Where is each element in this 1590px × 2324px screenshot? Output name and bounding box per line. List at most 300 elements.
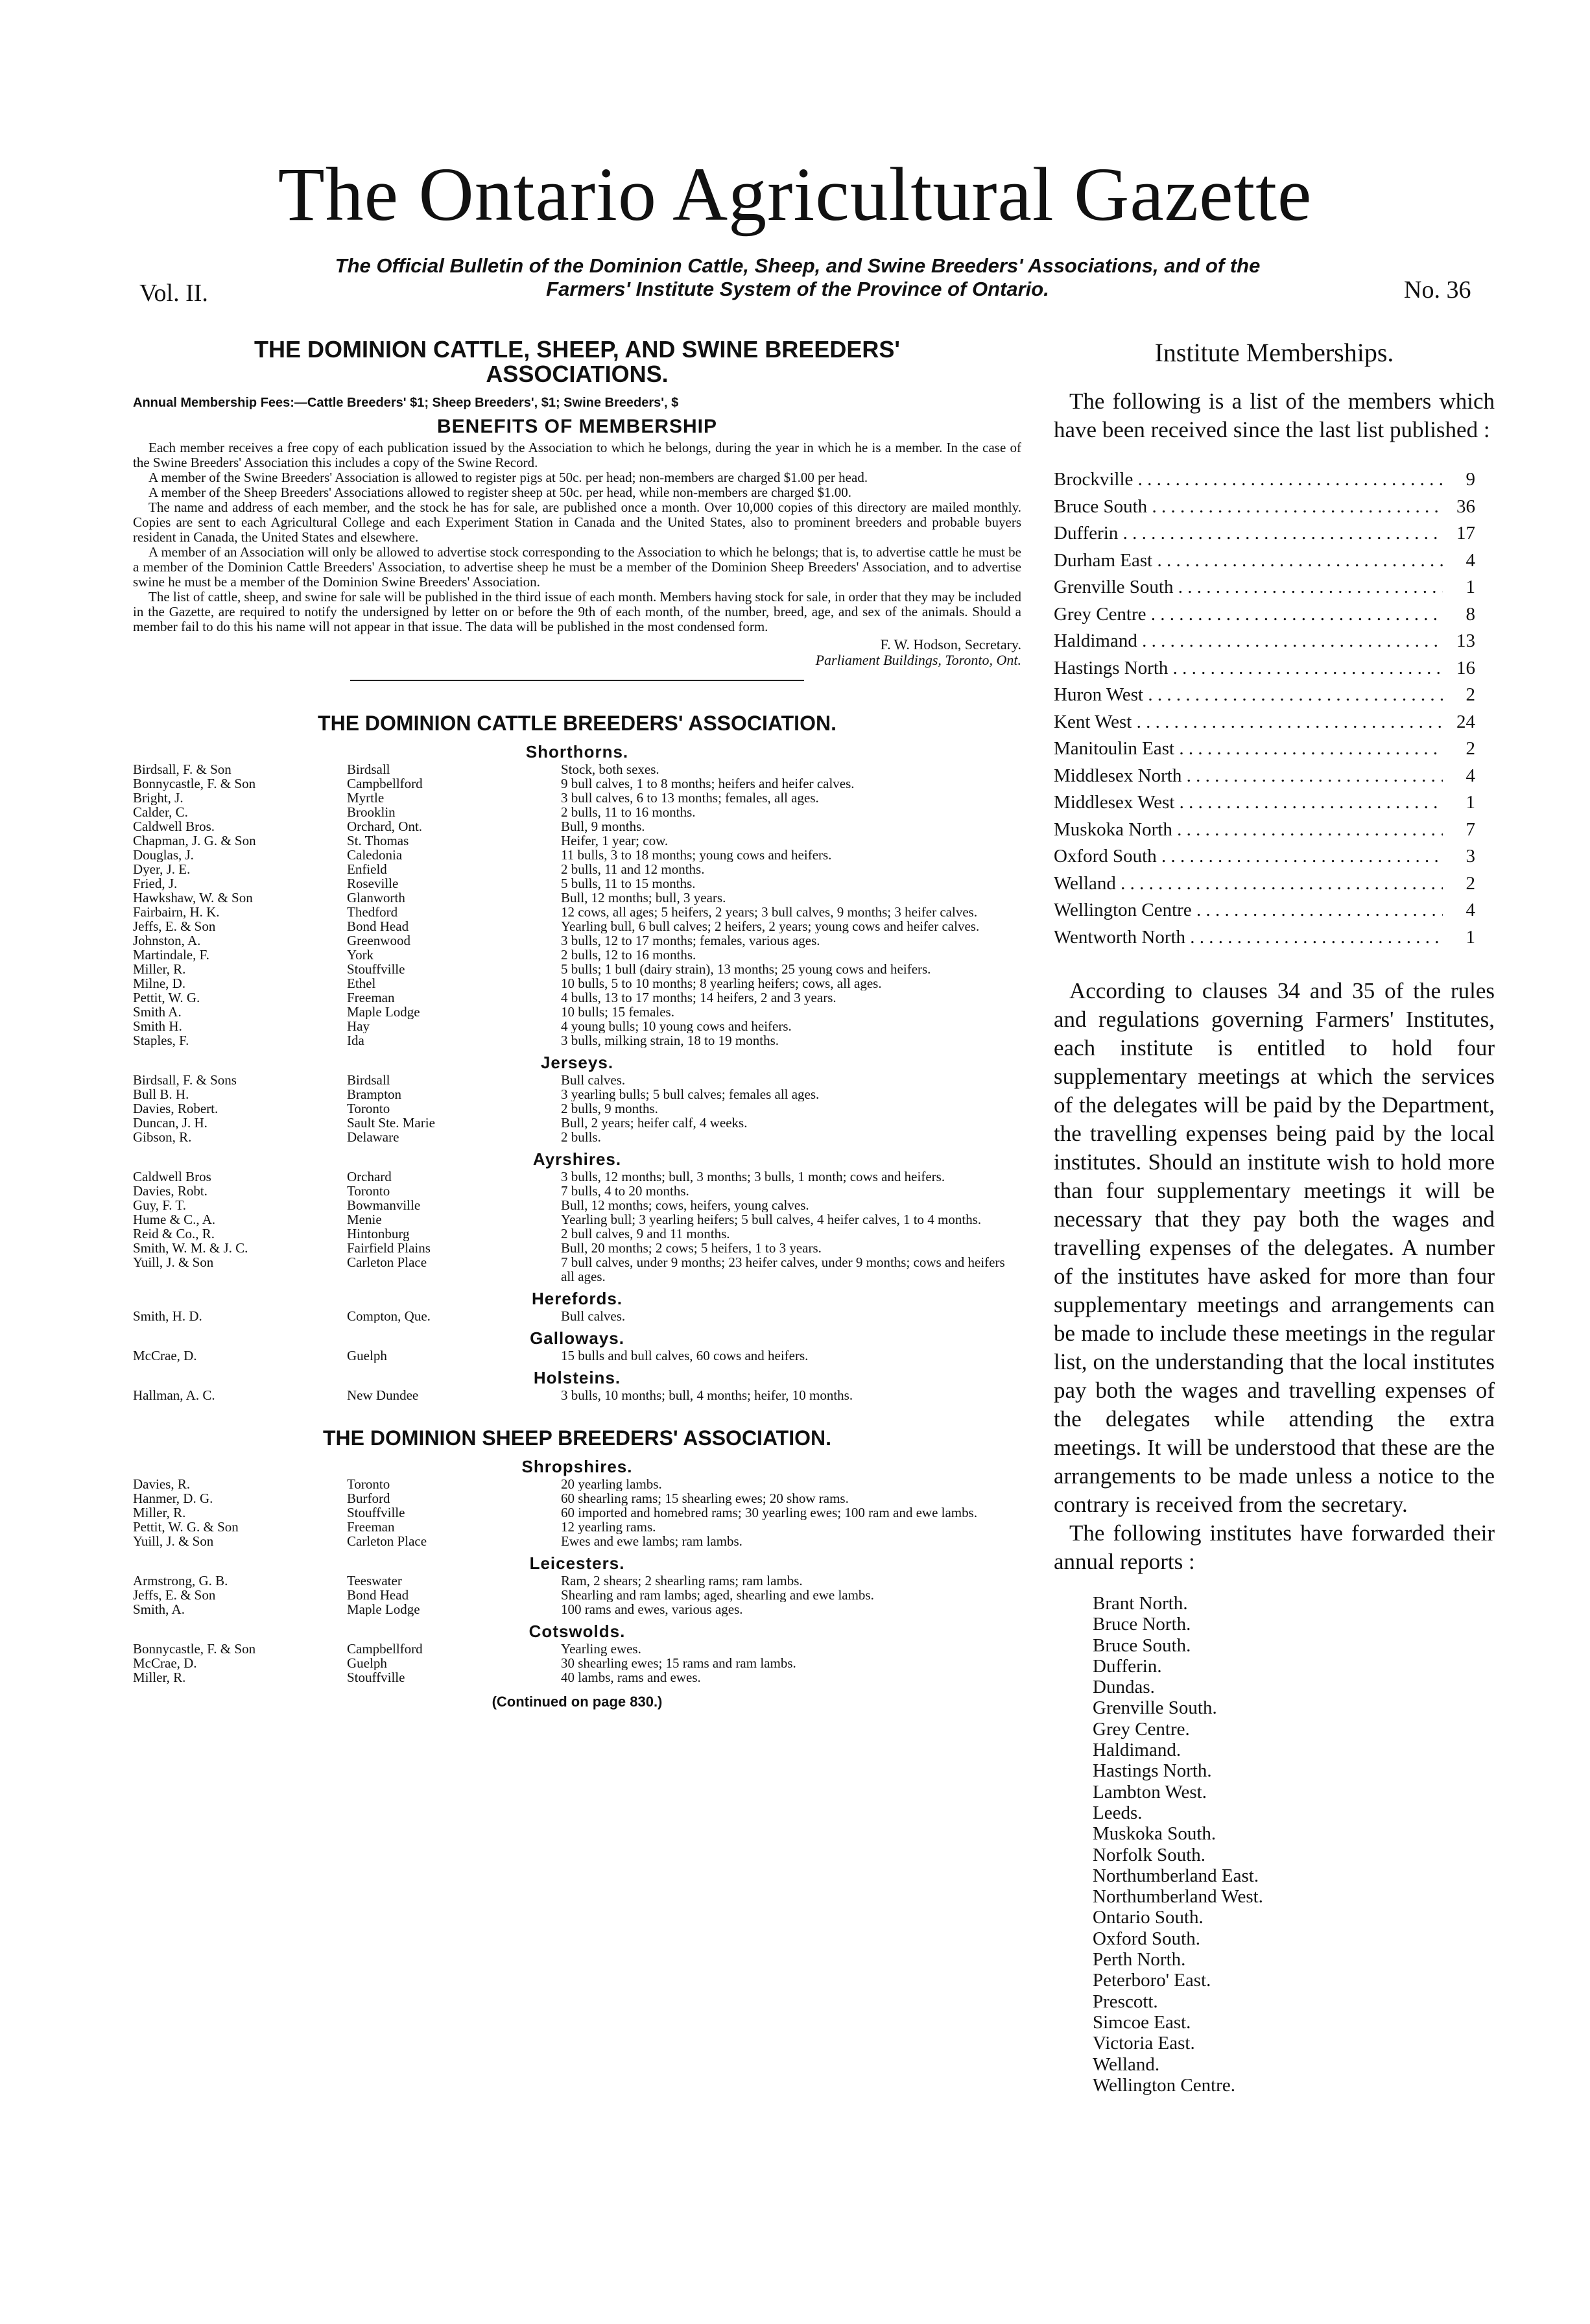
list-item	[1054, 655, 1475, 682]
institute-name: Manitoulin East . . .	[1054, 736, 1443, 763]
list-item: Lambton West.	[1093, 1781, 1207, 1803]
list-item: Simcoe East.	[1093, 2011, 1191, 2033]
list-item: Northumberland West.	[1093, 1886, 1263, 1908]
subtitle-line-1: The Official Bulletin of the Dominion Cattle, Sheep, and Swine Breeders' Associations, and of the	[335, 254, 1261, 277]
stock-description: Heifer, 1 year; cow.	[561, 833, 669, 848]
table-row	[133, 919, 1021, 933]
breed-table	[133, 1388, 1021, 1402]
table-row	[133, 819, 1021, 833]
table-row	[133, 1255, 1021, 1284]
stock-description: 5 bulls; 1 bull (dairy strain), 13 months; 25 young cows and heifers.	[561, 962, 931, 976]
stock-description: 4 bulls, 13 to 17 months; 14 heifers, 2 and 3 years.	[561, 990, 837, 1005]
breeder-name: Hanmer, D. G.	[133, 1491, 213, 1505]
institute-name: Wellington Centre . . .	[1054, 897, 1443, 924]
breeder-name: Davies, Robert.	[133, 1101, 219, 1116]
breeder-name: McCrae, D.	[133, 1348, 197, 1363]
reports-intro: The following institutes have forwarded their annual reports :	[1054, 1520, 1495, 1574]
breeder-name: Reid & Co., R.	[133, 1227, 215, 1241]
clauses-paragraph: According to clauses 34 and 35 of the rules and regulations governing Farmers' Institutes, each institute is entitled to hold four supplementary meetings at which the services of the delegates will be paid by the Department, the travelling expenses being paid by the local institutes. Should an institute wish to hold more than four supplementary meetings it will be necessary that they pay both the wages and travelling expenses of the delegates. A number of the institutes have asked for more than four supplementary meetings and arrangements can be made to include these meetings in the regular list, on the understanding that the local institutes pay both the wages and travelling expenses of the delegates while attending the extra meetings. It will be understood that these are the arrangements to be made unless a notice to the contrary is received from the secretary.	[1054, 978, 1495, 1517]
table-row	[133, 1642, 1021, 1656]
breeder-location: Burford	[347, 1491, 390, 1505]
list-item: Leeds.	[1093, 1802, 1143, 1823]
gazette-title: The Ontario Agricultural Gazette	[278, 152, 1312, 237]
stock-description: Bull, 12 months; bull, 3 years.	[561, 891, 726, 905]
cattle-listings	[133, 742, 1021, 1402]
institute-name: Oxford South . . .	[1054, 843, 1443, 870]
institute-name: Middlesex North . . .	[1054, 763, 1443, 790]
table-row	[133, 1588, 1021, 1602]
breeder-location: Birdsall	[347, 1073, 390, 1087]
stock-description: 3 bull calves, 6 to 13 months; females, all ages.	[561, 791, 819, 805]
member-count: 1	[1465, 577, 1475, 597]
breed-heading: Jerseys.	[540, 1053, 614, 1072]
masthead-subtitle	[246, 254, 1349, 301]
breeder-location: Freeman	[347, 990, 395, 1005]
list-item: Prescott.	[1093, 1991, 1158, 2012]
breeder-location: Brampton	[347, 1087, 401, 1101]
breeder-name: Davies, R.	[133, 1477, 191, 1491]
stock-description: 3 bulls, milking strain, 18 to 19 months.	[561, 1033, 779, 1048]
table-row	[133, 1169, 1021, 1184]
breeder-location: Hintonburg	[347, 1227, 410, 1241]
breeder-name: Staples, F.	[133, 1033, 189, 1048]
list-item: Brant North.	[1093, 1593, 1188, 1614]
list-item	[1054, 924, 1475, 952]
list-item: Bruce South.	[1093, 1635, 1191, 1656]
breeder-name: Duncan, J. H.	[133, 1116, 208, 1130]
stock-description: 3 bulls, 12 months; bull, 3 months; 3 bulls, 1 month; cows and heifers.	[561, 1169, 945, 1184]
breeder-location: Bowmanville	[347, 1198, 421, 1212]
stock-description: 30 shearling ewes; 15 rams and ram lambs.	[561, 1656, 796, 1670]
breeder-name: Miller, R.	[133, 1505, 186, 1520]
breed-table	[133, 1169, 1021, 1284]
list-item: Norfolk South.	[1093, 1844, 1205, 1865]
table-row	[133, 791, 1021, 805]
institute-name: Huron West . . .	[1054, 682, 1443, 709]
institute-name: Grenville South . . .	[1054, 574, 1443, 601]
list-item: Victoria East.	[1093, 2033, 1195, 2054]
list-item	[1054, 736, 1475, 763]
cattle-heading: THE DOMINION CATTLE BREEDERS' ASSOCIATION.	[318, 712, 837, 735]
secretary-signature: F. W. Hodson, Secretary.	[880, 636, 1021, 653]
breeder-location: Delaware	[347, 1130, 399, 1144]
breeder-location: Orchard	[347, 1169, 392, 1184]
stock-description: 15 bulls and bull calves, 60 cows and heifers.	[561, 1348, 809, 1363]
institute-name: Bruce South . . .	[1054, 494, 1443, 521]
breeder-location: Myrtle	[347, 791, 385, 805]
stock-description: 7 bull calves, under 9 months; 23 heifer calves, under 9 months; cows and heifers all ages.	[561, 1255, 1005, 1284]
secretary-address: Parliament Buildings, Toronto, Ont.	[815, 652, 1021, 668]
volume-label: Vol. II.	[139, 280, 208, 307]
table-row	[133, 962, 1021, 976]
benefit-paragraph: A member of the Sheep Breeders' Associations allowed to register sheep at 50c. per head, while non-members are charged $1.00.	[148, 485, 851, 500]
breeder-name: Jeffs, E. & Son	[133, 919, 216, 933]
associations-heading	[133, 337, 1021, 387]
breeder-name: Smith, A.	[133, 1602, 185, 1616]
stock-description: 100 rams and ewes, various ages.	[561, 1602, 743, 1616]
breeder-name: McCrae, D.	[133, 1656, 197, 1670]
stock-description: 12 yearling rams.	[561, 1520, 656, 1534]
table-row	[133, 805, 1021, 819]
breeder-name: Birdsall, F. & Sons	[133, 1073, 237, 1087]
stock-description: Yearling bull, 6 bull calves; 2 heifers, 2 years; young cows and heifer calves.	[561, 919, 980, 933]
table-row	[133, 1241, 1021, 1255]
stock-description: 7 bulls, 4 to 20 months.	[561, 1184, 689, 1198]
table-row	[133, 1033, 1021, 1048]
table-row	[133, 776, 1021, 791]
institute-name: Hastings North . . .	[1054, 655, 1443, 682]
breed-heading: Galloways.	[530, 1328, 624, 1348]
list-item	[1054, 466, 1475, 494]
breeder-name: Smith, H. D.	[133, 1309, 202, 1323]
table-row	[133, 1520, 1021, 1534]
stock-description: Ewes and ewe lambs; ram lambs.	[561, 1534, 742, 1548]
breeder-name: Gibson, R.	[133, 1130, 192, 1144]
list-item: Oxford South.	[1093, 1928, 1200, 1949]
table-row	[133, 891, 1021, 905]
stock-description: Bull, 2 years; heifer calf, 4 weeks.	[561, 1116, 748, 1130]
stock-description: 3 bulls, 10 months; bull, 4 months; heifer, 10 months.	[561, 1388, 853, 1402]
breeder-name: Armstrong, G. B.	[133, 1574, 228, 1588]
institute-intro: The following is a list of the members which have been received since the last list published :	[1054, 389, 1495, 442]
breeder-location: Compton, Que.	[347, 1309, 431, 1323]
list-item: Grenville South.	[1093, 1697, 1217, 1719]
breeder-location: Stouffville	[347, 962, 405, 976]
member-count: 2	[1465, 872, 1475, 894]
member-count: 8	[1465, 603, 1475, 625]
table-row	[133, 1491, 1021, 1505]
table-row	[133, 1087, 1021, 1101]
member-count: 16	[1456, 657, 1475, 678]
breeder-name: Miller, R.	[133, 1670, 186, 1684]
stock-description: Bull, 12 months; cows, heifers, young calves.	[561, 1198, 809, 1212]
list-item: Northumberland East.	[1093, 1865, 1259, 1886]
breeder-location: York	[347, 948, 374, 962]
institute-name: Welland . . .	[1054, 870, 1443, 898]
member-count: 3	[1465, 846, 1475, 867]
stock-description: Shearling and ram lambs; aged, shearling and ewe lambs.	[561, 1588, 874, 1602]
table-row	[133, 833, 1021, 848]
breeder-location: Stouffville	[347, 1670, 405, 1684]
breeder-location: Toronto	[347, 1101, 390, 1116]
table-row	[133, 862, 1021, 876]
institute-name: Brockville . . .	[1054, 466, 1443, 494]
breeder-name: Calder, C.	[133, 805, 188, 819]
list-item	[1054, 789, 1475, 817]
sheep-heading: THE DOMINION SHEEP BREEDERS' ASSOCIATION.	[323, 1426, 831, 1450]
table-row	[133, 1198, 1021, 1212]
stock-description: 2 bulls, 11 to 16 months.	[561, 805, 696, 819]
breeder-location: Teeswater	[347, 1574, 402, 1588]
breeder-location: Greenwood	[347, 933, 410, 948]
breeder-name: Yuill, J. & Son	[133, 1255, 214, 1270]
breeder-location: Maple Lodge	[347, 1005, 420, 1019]
breeder-name: Hallman, A. C.	[133, 1388, 215, 1402]
member-count: 2	[1465, 738, 1475, 759]
member-count: 4	[1465, 549, 1475, 571]
list-item	[1054, 628, 1475, 655]
member-count: 24	[1456, 711, 1475, 732]
associations-heading-line-1: THE DOMINION CATTLE, SHEEP, AND SWINE BREEDERS'	[254, 336, 900, 363]
list-item: Dundas.	[1093, 1677, 1155, 1698]
breeder-name: Miller, R.	[133, 962, 186, 976]
benefit-paragraph: A member of the Swine Breeders' Association is allowed to register pigs at 50c. per head; non-members are charged $1.00 per head.	[148, 470, 868, 485]
institute-name: Dufferin . . .	[1054, 520, 1443, 547]
table-row	[133, 1005, 1021, 1019]
stock-description: 9 bull calves, 1 to 8 months; heifers and heifer calves.	[561, 776, 855, 791]
institute-name: Durham East . . .	[1054, 547, 1443, 575]
breeder-name: Johnston, A.	[133, 933, 201, 948]
table-row	[133, 1602, 1021, 1616]
breeder-name: Yuill, J. & Son	[133, 1534, 214, 1548]
institute-name: Grey Centre . . .	[1054, 601, 1443, 629]
list-item: Ontario South.	[1093, 1907, 1204, 1928]
breeder-name: Fairbairn, H. K.	[133, 905, 220, 919]
member-count: 2	[1465, 684, 1475, 705]
list-item: Welland.	[1093, 2054, 1160, 2075]
membership-fees: Annual Membership Fees:—Cattle Breeders' $1; Sheep Breeders', $1; Swine Breeders', $	[133, 396, 679, 410]
list-item	[1054, 897, 1475, 924]
table-row	[133, 1388, 1021, 1402]
breed-table	[133, 1073, 1021, 1144]
breeder-name: Bull B. H.	[133, 1087, 189, 1101]
breeder-location: Ida	[347, 1033, 364, 1048]
table-row	[133, 1212, 1021, 1227]
benefits-heading: BENEFITS OF MEMBERSHIP	[436, 416, 718, 437]
member-count: 9	[1465, 469, 1475, 490]
stock-description: 60 shearling rams; 15 shearling ewes; 20 show rams.	[561, 1491, 849, 1505]
table-row	[133, 1130, 1021, 1144]
list-item	[1054, 709, 1475, 736]
breeder-name: Smith, W. M. & J. C.	[133, 1241, 248, 1255]
institute-heading: Institute Memberships.	[1154, 338, 1394, 367]
breeder-name: Smith H.	[133, 1019, 182, 1033]
breed-heading: Shropshires.	[521, 1457, 633, 1476]
list-item	[1054, 601, 1475, 629]
reports-list	[1093, 1593, 1495, 2096]
member-count: 36	[1456, 496, 1475, 517]
list-item	[1054, 547, 1475, 575]
breeder-name: Bonnycastle, F. & Son	[133, 776, 256, 791]
table-row	[133, 848, 1021, 862]
table-row	[133, 948, 1021, 962]
list-item: Hastings North.	[1093, 1760, 1212, 1782]
breed-heading: Ayrshires.	[532, 1149, 622, 1169]
breeder-name: Chapman, J. G. & Son	[133, 833, 256, 848]
stock-description: 3 yearling bulls; 5 bull calves; females all ages.	[561, 1087, 820, 1101]
breeder-name: Pettit, W. G. & Son	[133, 1520, 239, 1534]
sheep-listings	[133, 1457, 1021, 1684]
breeder-name: Bonnycastle, F. & Son	[133, 1642, 256, 1656]
table-row	[133, 990, 1021, 1005]
stock-description: Bull, 9 months.	[561, 819, 645, 833]
breeder-name: Caldwell Bros.	[133, 819, 215, 833]
subtitle-line-2: Farmers' Institute System of the Province of Ontario.	[546, 278, 1049, 300]
breeder-location: Birdsall	[347, 762, 390, 776]
table-row	[133, 1073, 1021, 1087]
membership-list	[1054, 466, 1475, 951]
breed-heading: Leicesters.	[529, 1553, 625, 1573]
table-row	[133, 1670, 1021, 1684]
breeder-location: Campbellford	[347, 1642, 423, 1656]
breeder-location: Toronto	[347, 1184, 390, 1198]
benefit-paragraph: Each member receives a free copy of each publication issued by the Association to which he belongs, during the year in which he is a member. In the case of the Swine Breeders' Association this includes a copy of the Swine Record.	[133, 440, 1021, 470]
table-row	[133, 1184, 1021, 1198]
breed-heading: Cotswolds.	[528, 1622, 626, 1641]
list-item	[1054, 574, 1475, 601]
member-count: 1	[1465, 792, 1475, 813]
stock-description: 11 bulls, 3 to 18 months; young cows and heifers.	[561, 848, 832, 862]
institute-name: Wentworth North . . .	[1054, 924, 1443, 952]
breeder-location: Carleton Place	[347, 1534, 427, 1548]
list-item: Muskoka South.	[1093, 1823, 1216, 1845]
stock-description: 12 cows, all ages; 5 heifers, 2 years; 3 bull calves, 9 months; 3 heifer calves.	[561, 905, 978, 919]
breeder-name: Jeffs, E. & Son	[133, 1588, 216, 1602]
breeder-location: Caledonia	[347, 848, 403, 862]
breeder-location: Guelph	[347, 1348, 387, 1363]
table-row	[133, 1309, 1021, 1323]
table-row	[133, 1227, 1021, 1241]
stock-description: Bull calves.	[561, 1073, 626, 1087]
stock-description: Stock, both sexes.	[561, 762, 659, 776]
stock-description: Yearling ewes.	[561, 1642, 641, 1656]
stock-description: Ram, 2 shears; 2 shearling rams; ram lambs.	[561, 1574, 803, 1588]
breeder-location: Thedford	[347, 905, 398, 919]
breeder-location: Menie	[347, 1212, 382, 1227]
institute-name: Middlesex West . . .	[1054, 789, 1443, 817]
breeder-location: Campbellford	[347, 776, 423, 791]
stock-description: 2 bull calves, 9 and 11 months.	[561, 1227, 730, 1241]
breeder-location: Sault Ste. Marie	[347, 1116, 435, 1130]
breeder-name: Bright, J.	[133, 791, 184, 805]
table-row	[133, 1534, 1021, 1548]
list-item: Haldimand.	[1093, 1740, 1181, 1761]
table-row	[133, 1348, 1021, 1363]
table-row	[133, 976, 1021, 990]
breeder-location: Carleton Place	[347, 1255, 427, 1270]
stock-description: 5 bulls, 11 to 15 months.	[561, 876, 696, 891]
stock-description: 20 yearling lambs.	[561, 1477, 662, 1491]
institute-name: Kent West . . .	[1054, 709, 1443, 736]
associations-heading-line-2: ASSOCIATIONS.	[486, 361, 669, 387]
breed-table	[133, 1574, 1021, 1616]
left-column	[133, 337, 1021, 1710]
breeder-name: Dyer, J. E.	[133, 862, 191, 876]
list-item: Dufferin.	[1093, 1655, 1162, 1677]
breeder-name: Douglas, J.	[133, 848, 194, 862]
breed-table	[133, 1477, 1021, 1548]
breeder-location: Fairfield Plains	[347, 1241, 431, 1255]
member-count: 7	[1465, 819, 1475, 840]
breeder-location: Roseville	[347, 876, 399, 891]
list-item	[1054, 494, 1475, 521]
list-item	[1054, 682, 1475, 709]
member-count: 17	[1456, 523, 1475, 544]
section-divider	[350, 680, 804, 681]
breeder-name: Fried, J.	[133, 876, 178, 891]
breeder-location: Brooklin	[347, 805, 396, 819]
breed-table	[133, 1348, 1021, 1363]
breeder-location: Orchard, Ont.	[347, 819, 423, 833]
institute-name: Muskoka North . . .	[1054, 817, 1443, 844]
stock-description: 60 imported and homebred rams; 30 yearling ewes; 100 ram and ewe lambs.	[561, 1505, 978, 1520]
breeder-location: New Dundee	[347, 1388, 419, 1402]
stock-description: 10 bulls, 5 to 10 months; 8 yearling heifers; cows, all ages.	[561, 976, 882, 990]
list-item	[1054, 520, 1475, 547]
member-count: 1	[1465, 926, 1475, 948]
breed-heading: Holsteins.	[533, 1368, 621, 1387]
table-row	[133, 876, 1021, 891]
list-item: Wellington Centre.	[1093, 2074, 1235, 2096]
breed-heading: Herefords.	[531, 1289, 623, 1308]
stock-description: 10 bulls; 15 females.	[561, 1005, 674, 1019]
list-item: Perth North.	[1093, 1949, 1186, 1971]
breeder-location: Maple Lodge	[347, 1602, 420, 1616]
table-row	[133, 905, 1021, 919]
breeder-name: Caldwell Bros	[133, 1169, 211, 1184]
list-item: Peterboro' East.	[1093, 1970, 1211, 1991]
table-row	[133, 1477, 1021, 1491]
stock-description: Yearling bull; 3 yearling heifers; 5 bull calves, 4 heifer calves, 1 to 4 months.	[561, 1212, 982, 1227]
breeder-location: Guelph	[347, 1656, 387, 1670]
member-count: 4	[1465, 900, 1475, 920]
breeder-name: Hume & C., A.	[133, 1212, 216, 1227]
breeder-location: Freeman	[347, 1520, 395, 1534]
breeder-name: Smith A.	[133, 1005, 182, 1019]
breed-table	[133, 762, 1021, 1048]
institute-name: Haldimand . . .	[1054, 628, 1443, 655]
breeder-location: Stouffville	[347, 1505, 405, 1520]
member-count: 13	[1456, 630, 1475, 651]
breed-table	[133, 1642, 1021, 1684]
list-item	[1054, 843, 1475, 870]
continued-notice: (Continued on page 830.)	[492, 1694, 663, 1710]
stock-description: Bull calves.	[561, 1309, 626, 1323]
stock-description: 2 bulls.	[561, 1130, 601, 1144]
breeder-location: Bond Head	[347, 919, 409, 933]
benefit-paragraph: The name and address of each member, and the stock he has for sale, are published once a month. Over 10,000 copies of this directory are mailed monthly. Copies are sent to each Agricultural College and each Experiment Station in Canada and the United States, also to prominent breeders and probable buyers resident in Canada, the United States and elsewhere.	[133, 499, 1021, 545]
stock-description: 3 bulls, 12 to 17 months; females, various ages.	[561, 933, 820, 948]
list-item	[1054, 817, 1475, 844]
table-row	[133, 1019, 1021, 1033]
list-item	[1054, 870, 1475, 898]
breed-heading: Shorthorns.	[525, 742, 629, 761]
breeder-name: Milne, D.	[133, 976, 186, 990]
table-row	[133, 1101, 1021, 1116]
table-row	[133, 762, 1021, 776]
breeder-name: Pettit, W. G.	[133, 990, 200, 1005]
breeder-name: Birdsall, F. & Son	[133, 762, 231, 776]
breeder-location: Glanworth	[347, 891, 405, 905]
benefit-paragraph: The list of cattle, sheep, and swine for sale will be published in the third issue of each month. Members having stock for sale, in order that they may be included in the Gazette, are required to notify the undersigned by letter on or before the 9th of each month, of the number, breed, age, and sex of the animals. Should a member fail to do this his name will not appear in that issue. The data will be published in the most condensed form.	[133, 589, 1021, 634]
table-row	[133, 1656, 1021, 1670]
table-row	[133, 1505, 1021, 1520]
right-column	[1054, 337, 1495, 2096]
breeder-location: Bond Head	[347, 1588, 409, 1602]
breeder-location: Ethel	[347, 976, 376, 990]
member-count: 4	[1465, 765, 1475, 786]
issue-number: No. 36	[1404, 276, 1471, 304]
list-item: Bruce North.	[1093, 1614, 1191, 1635]
benefits-text	[133, 440, 1021, 634]
stock-description: 4 young bulls; 10 young cows and heifers.	[561, 1019, 792, 1033]
breeder-name: Hawkshaw, W. & Son	[133, 891, 253, 905]
breeder-location: Toronto	[347, 1477, 390, 1491]
table-row	[133, 1116, 1021, 1130]
stock-description: 40 lambs, rams and ewes.	[561, 1670, 701, 1684]
stock-description: 2 bulls, 9 months.	[561, 1101, 658, 1116]
breeder-location: Enfield	[347, 862, 387, 876]
